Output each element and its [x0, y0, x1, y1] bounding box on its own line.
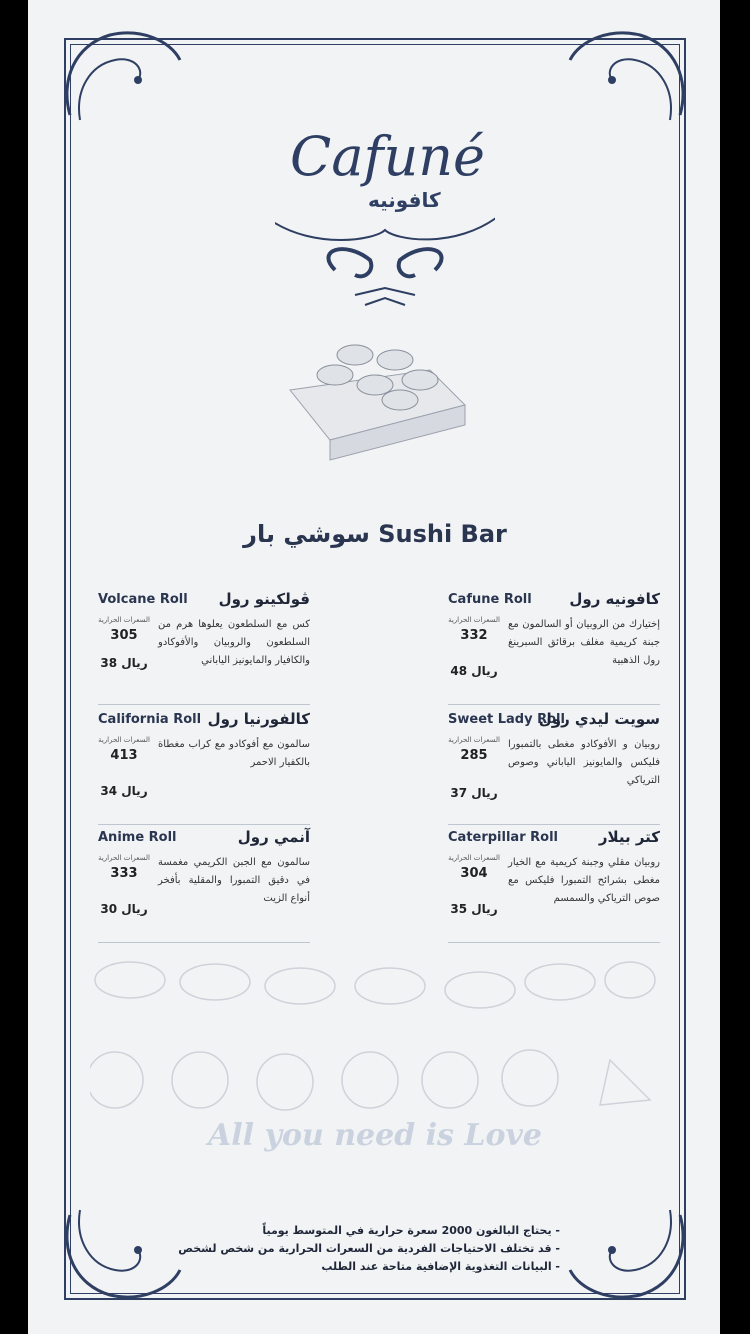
item-calories: 285 — [460, 748, 488, 763]
menu-item-card — [448, 592, 660, 710]
calorie-label: السعرات الحرارية — [98, 854, 150, 862]
item-price: 38 ريال — [100, 656, 148, 670]
item-calories: 305 — [110, 628, 138, 643]
logo-flourish-icon — [275, 120, 495, 320]
menu-item-card — [98, 830, 310, 948]
item-description: روبيان و الأفوكادو مغطى بالتمبورا فليكس والمايونيز الياباني وصوص الترياكي — [508, 739, 660, 786]
calorie-label: السعرات الحرارية — [98, 616, 150, 624]
note-line: - البيانات التغذوية الإضافية متاحة عند الطلب — [321, 1260, 560, 1273]
divider — [448, 704, 660, 705]
item-name-ar: كتر بيلار — [598, 828, 660, 846]
item-price: 30 ريال — [100, 902, 148, 916]
item-name-ar: كافونيه رول — [569, 590, 660, 608]
section-heading: سوشي بار Sushi Bar — [243, 520, 507, 548]
item-name-ar: سويت ليدي رول — [538, 710, 660, 728]
item-calories: 333 — [110, 866, 138, 881]
tagline: All you need is Love — [208, 1118, 542, 1153]
menu-item-card — [98, 712, 310, 830]
item-name-ar: ڤولكينو رول — [218, 590, 310, 608]
item-description: سالمون مع الجبن الكريمي مغمسة في دقيق التمبورا والمقلية بأفخر أنواع الزيت — [158, 857, 310, 904]
calorie-label: السعرات الحرارية — [98, 736, 150, 744]
item-name-en: California Roll — [98, 712, 202, 727]
divider — [448, 824, 660, 825]
item-name-en: Sweet Lady Roll — [448, 712, 565, 727]
corner-ornament-top-right — [560, 20, 700, 130]
item-name-ar: كالفورنيا رول — [207, 710, 310, 728]
item-description: روبيان مقلي وجبنة كريمية مع الخيار مغطى بشرائح التمبورا فليكس مع صوص الترياكي والسمسم — [508, 857, 660, 904]
menu-item-card — [98, 592, 310, 710]
note-line: - يحتاج البالغون 2000 سعرة حرارية في المتوسط يومياً — [262, 1224, 560, 1237]
nutrition-notes — [140, 1222, 560, 1276]
item-name-en: Anime Roll — [98, 830, 177, 845]
item-description: سالمون مع أفوكادو مع كراب مغطاة بالكفيار الاحمر — [158, 739, 310, 768]
calorie-label: السعرات الحرارية — [448, 854, 500, 862]
calorie-label: السعرات الحرارية — [448, 616, 500, 624]
item-price: 35 ريال — [450, 902, 498, 916]
item-name-en: Cafune Roll — [448, 592, 532, 607]
item-price: 34 ريال — [100, 784, 148, 798]
divider — [98, 824, 310, 825]
item-calories: 332 — [460, 628, 488, 643]
item-calories: 304 — [460, 866, 488, 881]
menu-item-card — [448, 712, 660, 830]
divider — [98, 704, 310, 705]
divider — [448, 942, 660, 943]
sushi-platter-icon — [280, 330, 470, 490]
corner-ornament-top-left — [50, 20, 190, 130]
item-calories: 413 — [110, 748, 138, 763]
note-line: - قد تختلف الاحتياجات الفردية من السعرات الحرارية من شخص لشخص — [178, 1242, 560, 1255]
item-description: إختيارك من الروبيان أو السالمون مع جبنة كريمية مغلف برقائق السبرينغ رول الذهبية — [508, 619, 660, 666]
sushi-doodles-background-icon — [90, 950, 660, 1190]
brand-logo-text: Cafuné — [290, 125, 486, 188]
item-description: كس مع السلطعون يعلوها هرم من السلطعون والروبيان والأفوكادو والكافيار والمايونيز الياباني — [158, 619, 310, 666]
item-price: 37 ريال — [450, 786, 498, 800]
item-price: 48 ريال — [450, 664, 498, 678]
brand-logo-arabic: كافونيه — [368, 188, 441, 212]
calorie-label: السعرات الحرارية — [448, 736, 500, 744]
menu-item-card — [448, 830, 660, 948]
corner-ornament-bottom-right — [560, 1200, 700, 1310]
item-name-en: Caterpillar Roll — [448, 830, 558, 845]
item-name-ar: آنمي رول — [237, 828, 310, 846]
item-name-en: Volcane Roll — [98, 592, 188, 607]
divider — [98, 942, 310, 943]
